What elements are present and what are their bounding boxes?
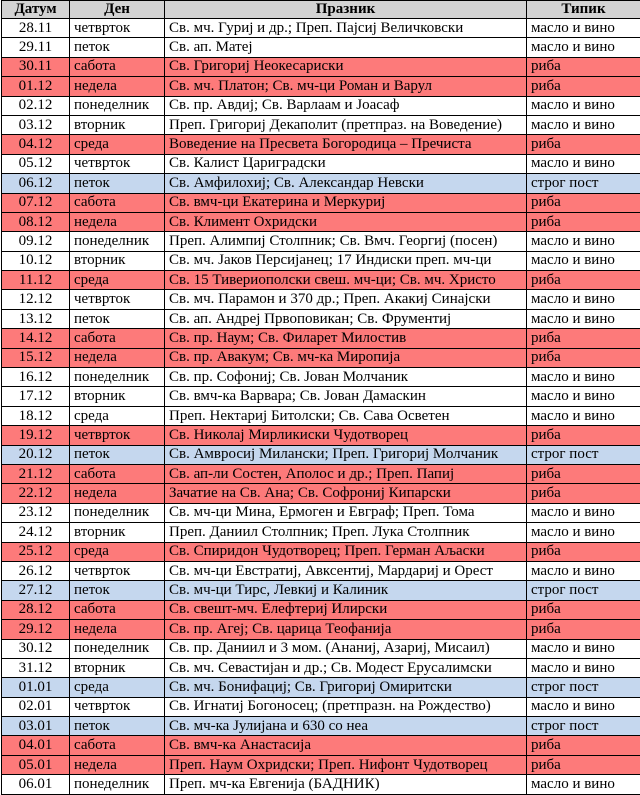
typikon-cell: масло и вино <box>527 775 640 794</box>
table-row <box>2 697 640 716</box>
typikon-cell: масло и вино <box>527 19 640 38</box>
table-row <box>2 329 640 348</box>
table-row <box>2 309 640 328</box>
typikon-cell: масло и вино <box>527 503 640 522</box>
feast-cell: Св. пр. Наум; Св. Филарет Милостив <box>165 329 527 348</box>
date-cell: 05.01 <box>2 755 70 774</box>
day-cell: недела <box>70 77 165 96</box>
header-feast: Празник <box>165 1 527 19</box>
table-row <box>2 96 640 115</box>
feast-cell: Св. мч-ци Евстратиј, Авксентиј, Мардариј и Орест <box>165 561 527 580</box>
date-cell: 22.12 <box>2 484 70 503</box>
feast-cell: Св. ап-ли Состен, Аполос и др.; Преп. Папиј <box>165 464 527 483</box>
typikon-cell: строг пост <box>527 174 640 193</box>
feast-cell: Св. вмч-ка Варвара; Св. Јован Дамаскин <box>165 387 527 406</box>
header-typikon: Типик <box>527 1 640 19</box>
day-cell: вторник <box>70 387 165 406</box>
day-cell: среда <box>70 406 165 425</box>
feast-cell: Св. Григориј Неокесариски <box>165 57 527 76</box>
table-row <box>2 193 640 212</box>
feast-cell: Преп. Даниил Столпник; Преп. Лука Столпник <box>165 523 527 542</box>
table-row <box>2 775 640 794</box>
table-row <box>2 620 640 639</box>
typikon-cell: риба <box>527 135 640 154</box>
typikon-cell: риба <box>527 57 640 76</box>
feast-cell: Св. пр. Авакум; Св. мч-ка Миропија <box>165 348 527 367</box>
typikon-cell: масло и вино <box>527 251 640 270</box>
day-cell: понеделник <box>70 232 165 251</box>
date-cell: 23.12 <box>2 503 70 522</box>
table-row <box>2 406 640 425</box>
typikon-cell: масло и вино <box>527 154 640 173</box>
date-cell: 18.12 <box>2 406 70 425</box>
table-row <box>2 464 640 483</box>
day-cell: среда <box>70 271 165 290</box>
table-row <box>2 135 640 154</box>
day-cell: недела <box>70 755 165 774</box>
day-cell: сабота <box>70 57 165 76</box>
table-row <box>2 561 640 580</box>
table-row <box>2 426 640 445</box>
typikon-cell: масло и вино <box>527 115 640 134</box>
date-cell: 19.12 <box>2 426 70 445</box>
feast-cell: Св. Климент Охридски <box>165 212 527 231</box>
date-cell: 05.12 <box>2 154 70 173</box>
feast-cell: Воведение на Пресвета Богородица – Пречиста <box>165 135 527 154</box>
date-cell: 31.12 <box>2 658 70 677</box>
date-cell: 28.12 <box>2 600 70 619</box>
table-row <box>2 717 640 736</box>
date-cell: 12.12 <box>2 290 70 309</box>
typikon-cell: масло и вино <box>527 368 640 387</box>
feast-cell: Св. Николај Мирликиски Чудотворец <box>165 426 527 445</box>
table-row <box>2 484 640 503</box>
typikon-cell: масло и вино <box>527 639 640 658</box>
date-cell: 04.01 <box>2 736 70 755</box>
typikon-cell: риба <box>527 77 640 96</box>
table-row <box>2 503 640 522</box>
typikon-cell: масло и вино <box>527 96 640 115</box>
day-cell: вторник <box>70 251 165 270</box>
feast-cell: Св. мч-ци Тирс, Левкиј и Калиник <box>165 581 527 600</box>
date-cell: 24.12 <box>2 523 70 542</box>
feast-cell: Св. ап. Матеј <box>165 38 527 57</box>
table-row <box>2 57 640 76</box>
typikon-cell: риба <box>527 600 640 619</box>
day-cell: четврток <box>70 290 165 309</box>
day-cell: понеделник <box>70 775 165 794</box>
date-cell: 14.12 <box>2 329 70 348</box>
feast-cell: Св. Амфилохиј; Св. Александар Невски <box>165 174 527 193</box>
table-row <box>2 348 640 367</box>
day-cell: петок <box>70 174 165 193</box>
table-body <box>2 19 640 795</box>
feast-cell: Преп. Наум Охридски; Преп. Нифонт Чудотворец <box>165 755 527 774</box>
typikon-cell: масло и вино <box>527 232 640 251</box>
date-cell: 03.12 <box>2 115 70 134</box>
table-row <box>2 387 640 406</box>
date-cell: 06.01 <box>2 775 70 794</box>
date-cell: 20.12 <box>2 445 70 464</box>
date-cell: 15.12 <box>2 348 70 367</box>
feast-cell: Св. мч-ка Јулијана и 630 со неа <box>165 717 527 736</box>
date-cell: 07.12 <box>2 193 70 212</box>
day-cell: сабота <box>70 736 165 755</box>
date-cell: 30.11 <box>2 57 70 76</box>
day-cell: петок <box>70 38 165 57</box>
table-row <box>2 154 640 173</box>
feast-cell: Св. мч. Платон; Св. мч-ци Роман и Варул <box>165 77 527 96</box>
typikon-cell: риба <box>527 329 640 348</box>
day-cell: понеделник <box>70 639 165 658</box>
typikon-cell: масло и вино <box>527 38 640 57</box>
day-cell: понеделник <box>70 503 165 522</box>
day-cell: четврток <box>70 426 165 445</box>
typikon-cell: риба <box>527 212 640 231</box>
date-cell: 25.12 <box>2 542 70 561</box>
day-cell: петок <box>70 581 165 600</box>
feast-cell: Преп. Нектариј Битолски; Св. Сава Осветен <box>165 406 527 425</box>
feast-cell: Св. пр. Агеј; Св. царица Теофанија <box>165 620 527 639</box>
day-cell: сабота <box>70 600 165 619</box>
feast-cell: Преп. мч-ка Евгенија (БАДНИК) <box>165 775 527 794</box>
feast-cell: Св. мч. Гуриј и др.; Преп. Пајсиј Величковски <box>165 19 527 38</box>
date-cell: 29.11 <box>2 38 70 57</box>
feast-cell: Св. пр. Софониј; Св. Јован Молчаник <box>165 368 527 387</box>
date-cell: 21.12 <box>2 464 70 483</box>
typikon-cell: строг пост <box>527 717 640 736</box>
feast-cell: Св. мч-ци Мина, Ермоген и Евграф; Преп. Тома <box>165 503 527 522</box>
day-cell: вторник <box>70 115 165 134</box>
feast-cell: Св. мч. Парамон и 370 др.; Преп. Акакиј Синајски <box>165 290 527 309</box>
day-cell: сабота <box>70 329 165 348</box>
typikon-cell: масло и вино <box>527 309 640 328</box>
typikon-cell: строг пост <box>527 678 640 697</box>
day-cell: четврток <box>70 697 165 716</box>
table-row <box>2 77 640 96</box>
date-cell: 26.12 <box>2 561 70 580</box>
table-row <box>2 232 640 251</box>
feast-cell: Св. свешт-мч. Елефтериј Илирски <box>165 600 527 619</box>
typikon-cell: риба <box>527 426 640 445</box>
typikon-cell: масло и вино <box>527 658 640 677</box>
table-row <box>2 542 640 561</box>
table-row <box>2 639 640 658</box>
fasting-calendar-table <box>1 0 640 795</box>
typikon-cell: риба <box>527 271 640 290</box>
feast-cell: Зачатие на Св. Ана; Св. Софрониј Кипарски <box>165 484 527 503</box>
typikon-cell: масло и вино <box>527 561 640 580</box>
feast-cell: Св. пр. Даниил и 3 мом. (Ананиј, Азариј, Мисаил) <box>165 639 527 658</box>
typikon-cell: риба <box>527 193 640 212</box>
feast-cell: Св. Игнатиј Богоносец; (претпразн. на Рождество) <box>165 697 527 716</box>
table-row <box>2 251 640 270</box>
day-cell: четврток <box>70 154 165 173</box>
header-day: Ден <box>70 1 165 19</box>
typikon-cell: риба <box>527 484 640 503</box>
feast-cell: Св. вмч-ка Анастасија <box>165 736 527 755</box>
typikon-cell: риба <box>527 755 640 774</box>
table-row <box>2 658 640 677</box>
table-row <box>2 600 640 619</box>
feast-cell: Преп. Алимпиј Столпник; Св. Вмч. Георгиј (посен) <box>165 232 527 251</box>
feast-cell: Св. вмч-ци Екатерина и Меркуриј <box>165 193 527 212</box>
date-cell: 01.12 <box>2 77 70 96</box>
date-cell: 17.12 <box>2 387 70 406</box>
day-cell: четврток <box>70 19 165 38</box>
table-row <box>2 174 640 193</box>
date-cell: 04.12 <box>2 135 70 154</box>
typikon-cell: масло и вино <box>527 523 640 542</box>
day-cell: сабота <box>70 464 165 483</box>
day-cell: петок <box>70 717 165 736</box>
feast-cell: Св. мч. Севастијан и др.; Св. Модест Ерусалимски <box>165 658 527 677</box>
typikon-cell: риба <box>527 620 640 639</box>
date-cell: 27.12 <box>2 581 70 600</box>
typikon-cell: риба <box>527 348 640 367</box>
day-cell: четврток <box>70 561 165 580</box>
day-cell: среда <box>70 135 165 154</box>
feast-cell: Св. 15 Тивериополски свеш. мч-ци; Св. мч. Христо <box>165 271 527 290</box>
date-cell: 13.12 <box>2 309 70 328</box>
typikon-cell: масло и вино <box>527 290 640 309</box>
typikon-cell: риба <box>527 542 640 561</box>
feast-cell: Св. мч. Бонифациј; Св. Григориј Омиритски <box>165 678 527 697</box>
day-cell: среда <box>70 542 165 561</box>
feast-cell: Св. пр. Авдиј; Св. Варлаам и Јоасаф <box>165 96 527 115</box>
table-row <box>2 736 640 755</box>
date-cell: 28.11 <box>2 19 70 38</box>
table-row <box>2 523 640 542</box>
day-cell: вторник <box>70 658 165 677</box>
date-cell: 30.12 <box>2 639 70 658</box>
date-cell: 08.12 <box>2 212 70 231</box>
table-row <box>2 755 640 774</box>
feast-cell: Св. Калист Цариградски <box>165 154 527 173</box>
table-row <box>2 271 640 290</box>
table-row <box>2 115 640 134</box>
table-row <box>2 38 640 57</box>
feast-cell: Св. Спиридон Чудотворец; Преп. Герман Аљаски <box>165 542 527 561</box>
date-cell: 29.12 <box>2 620 70 639</box>
day-cell: среда <box>70 678 165 697</box>
day-cell: недела <box>70 212 165 231</box>
typikon-cell: риба <box>527 464 640 483</box>
typikon-cell: строг пост <box>527 445 640 464</box>
header-row <box>2 1 640 19</box>
typikon-cell: масло и вино <box>527 697 640 716</box>
day-cell: петок <box>70 309 165 328</box>
typikon-cell: масло и вино <box>527 387 640 406</box>
table-row <box>2 445 640 464</box>
feast-cell: Св. Амвросиј Милански; Преп. Григориј Молчаник <box>165 445 527 464</box>
header-date: Датум <box>2 1 70 19</box>
day-cell: понеделник <box>70 96 165 115</box>
date-cell: 11.12 <box>2 271 70 290</box>
table-row <box>2 19 640 38</box>
day-cell: недела <box>70 484 165 503</box>
date-cell: 03.01 <box>2 717 70 736</box>
table-row <box>2 581 640 600</box>
day-cell: понеделник <box>70 368 165 387</box>
date-cell: 10.12 <box>2 251 70 270</box>
day-cell: сабота <box>70 193 165 212</box>
date-cell: 09.12 <box>2 232 70 251</box>
feast-cell: Св. мч. Јаков Персијанец; 17 Индиски преп. мч-ци <box>165 251 527 270</box>
feast-cell: Св. ап. Андреј Првоповикан; Св. Фрументиј <box>165 309 527 328</box>
date-cell: 02.01 <box>2 697 70 716</box>
table-row <box>2 290 640 309</box>
table-row <box>2 678 640 697</box>
day-cell: вторник <box>70 523 165 542</box>
typikon-cell: строг пост <box>527 581 640 600</box>
date-cell: 02.12 <box>2 96 70 115</box>
date-cell: 16.12 <box>2 368 70 387</box>
day-cell: недела <box>70 620 165 639</box>
date-cell: 06.12 <box>2 174 70 193</box>
typikon-cell: масло и вино <box>527 406 640 425</box>
date-cell: 01.01 <box>2 678 70 697</box>
table-row <box>2 212 640 231</box>
feast-cell: Преп. Григориј Декаполит (претпраз. на Воведение) <box>165 115 527 134</box>
day-cell: недела <box>70 348 165 367</box>
day-cell: петок <box>70 445 165 464</box>
table-row <box>2 368 640 387</box>
typikon-cell: риба <box>527 736 640 755</box>
